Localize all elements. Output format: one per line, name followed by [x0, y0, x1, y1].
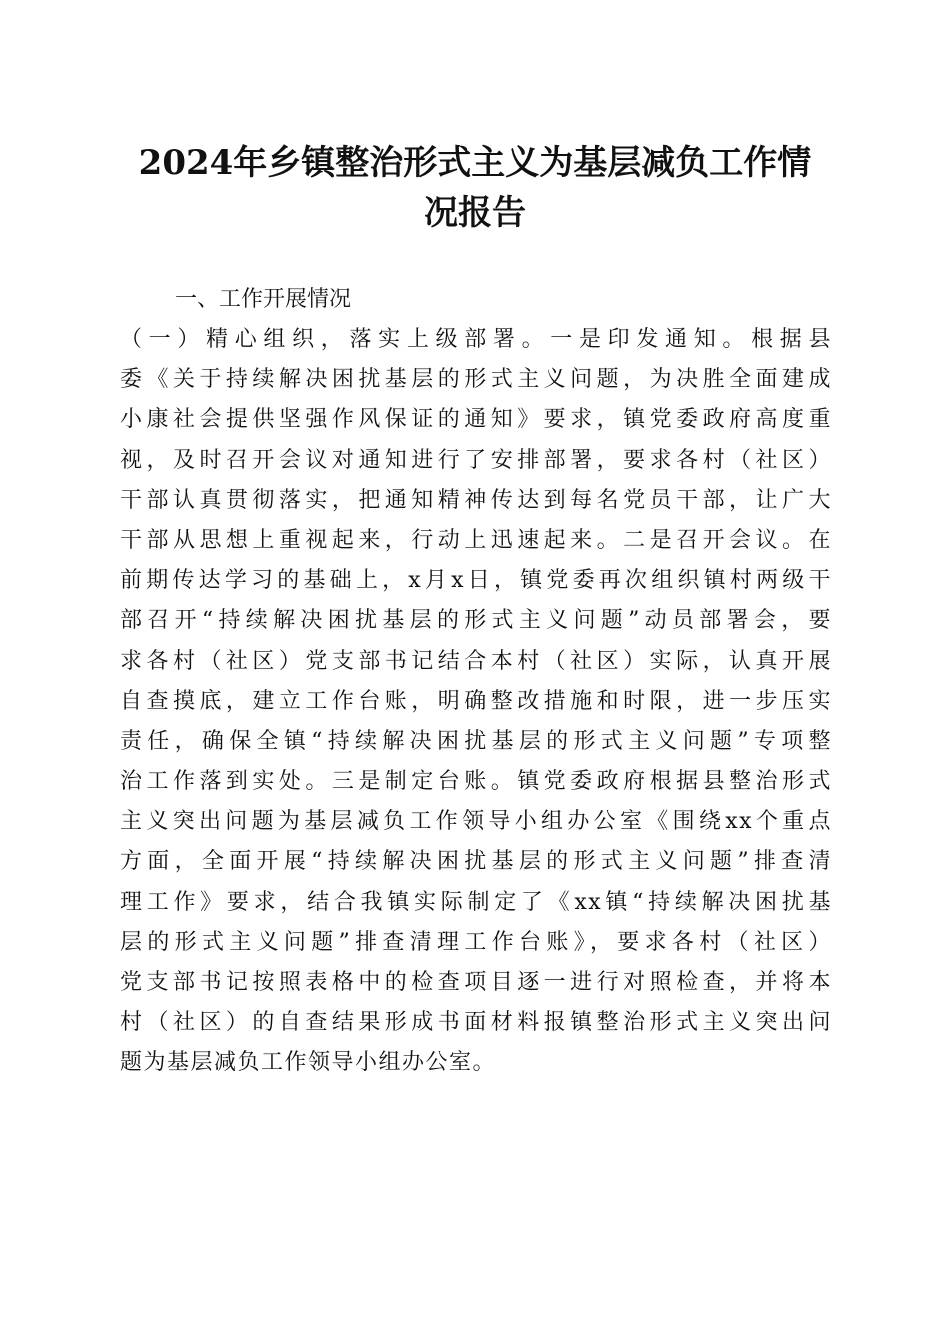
paragraph-line: 方面，全面开展“持续解决困扰基层的形式主义问题”排查清: [120, 849, 832, 875]
paragraph-body: [120, 320, 832, 1084]
paragraph-line: 治工作落到实处。三是制定台账。镇党委政府根据县整治形式: [120, 769, 832, 795]
paragraph-line: 委《关于持续解决困扰基层的形式主义问题，为决胜全面建成: [120, 367, 832, 393]
paragraph-line: 求各村（社区）党支部书记结合本村（社区）实际，认真开展: [120, 648, 832, 674]
section-heading: 一、工作开展情况: [175, 287, 352, 312]
paragraph-line: 小康社会提供坚强作风保证的通知》要求，镇党委政府高度重: [120, 407, 832, 433]
paragraph-line: 自查摸底，建立工作台账，明确整改措施和时限，进一步压实: [120, 688, 832, 714]
paragraph-line: 理工作》要求，结合我镇实际制定了《xx镇“持续解决困扰基: [120, 889, 832, 915]
paragraph-line: 村（社区）的自查结果形成书面材料报镇整治形式主义突出问: [120, 1010, 832, 1036]
paragraph-line: 责任，确保全镇“持续解决困扰基层的形式主义问题”专项整: [120, 728, 832, 754]
paragraph-line: 党支部书记按照表格中的检查项目逐一进行对照检查，并将本: [120, 970, 832, 995]
paragraph-line: 前期传达学习的基础上，x月x日，镇党委再次组织镇村两级干: [120, 568, 832, 594]
title-line-2: 况报告: [424, 193, 526, 233]
paragraph-line-last: 题为基层减负工作领导小组办公室。: [120, 1050, 497, 1076]
paragraph-line: 主义突出问题为基层减负工作领导小组办公室《围绕xx个重点: [120, 809, 832, 835]
paragraph-line: 层的形式主义问题”排查清理工作台账》，要求各村（社区）: [120, 929, 832, 955]
paragraph-line: 干部从思想上重视起来，行动上迅速起来。二是召开会议。在: [120, 527, 832, 553]
document-title: [120, 138, 830, 238]
paragraph-line: 干部认真贯彻落实，把通知精神传达到每名党员干部，让广大: [120, 487, 832, 513]
paragraph-line: 视，及时召开会议对通知进行了安排部署，要求各村（社区）: [120, 447, 832, 473]
paragraph-line: 部召开“持续解决困扰基层的形式主义问题”动员部署会，要: [120, 608, 832, 634]
paragraph-line: （一）精心组织，落实上级部署。一是印发通知。根据县: [120, 327, 832, 352]
title-line-1: 2024年乡镇整治形式主义为基层减负工作情: [138, 143, 812, 183]
